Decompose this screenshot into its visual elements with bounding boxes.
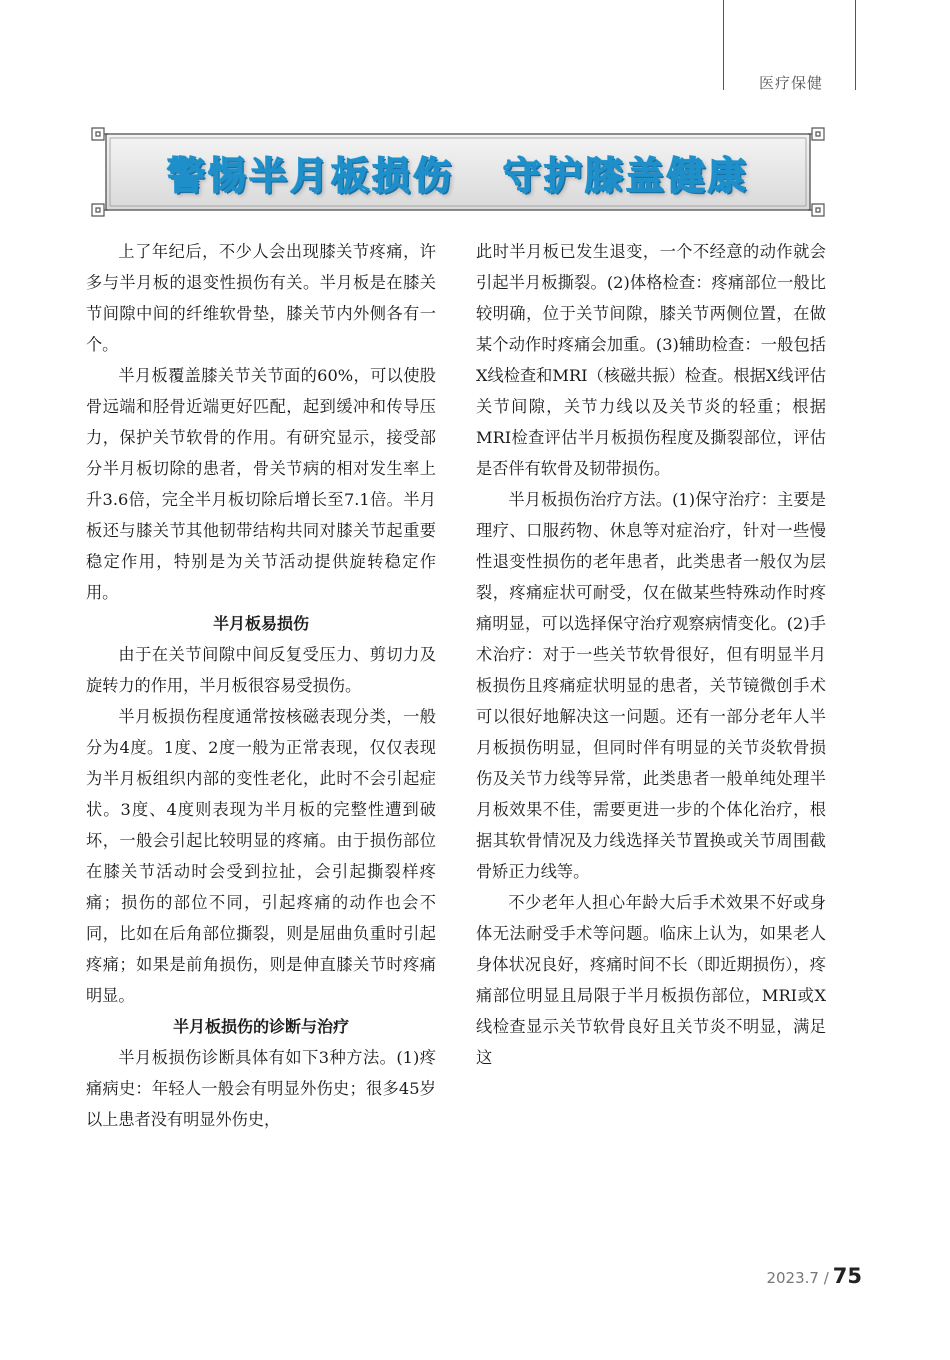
- page-footer: [766, 1264, 862, 1288]
- paragraph: 不少老年人担心年龄大后手术效果不好或身体无法耐受手术等问题。临床上认为，如果老人身体状况良好，疼痛时间不长（即近期损伤），疼痛部位明显且局限于半月板损伤部位，MRI或X线检查显示关节软骨良好且关节炎不明显，满足这: [476, 893, 826, 1067]
- section-label: 医疗保健: [758, 74, 823, 92]
- right-column: [476, 236, 826, 1073]
- section-heading: 半月板损伤的诊断与治疗: [172, 1017, 349, 1036]
- header-rule-left: [723, 0, 724, 90]
- paragraph: 上了年纪后，不少人会出现膝关节疼痛，许多与半月板的退变性损伤有关。半月板是在膝关节间隙中间的纤维软骨垫，膝关节内外侧各有一个。: [86, 242, 436, 354]
- paragraph: 半月板损伤程度通常按核磁表现分类，一般分为4度。1度、2度一般为正常表现，仅仅表现为半月板组织内部的变性老化，此时不会引起症状。3度、4度则表现为半月板的完整性遭到破坏，一般会引起比较明显的疼痛。由于损伤部位在膝关节活动时会受到拉扯，会引起撕裂样疼痛；损伤的部位不同，引起疼痛的动作也会不同，比如在后角部位撕裂，则是屈曲负重时引起疼痛；如果是前角损伤，则是伸直膝关节时疼痛明显。: [86, 707, 436, 1005]
- paragraph: 半月板损伤诊断具体有如下3种方法。(1)疼痛病史：年轻人一般会有明显外伤史；很多45岁以上患者没有明显外伤史，: [86, 1048, 436, 1129]
- section-heading: 半月板易损伤: [212, 614, 309, 633]
- article-title: 警惕半月板损伤 守护膝盖健康: [167, 153, 749, 198]
- title-banner: [88, 124, 828, 220]
- left-column: [86, 236, 436, 1135]
- paragraph: 半月板损伤治疗方法。(1)保守治疗：主要是理疗、口服药物、休息等对症治疗，针对一些慢性退变性损伤的老年患者，此类患者一般仅为层裂，疼痛症状可耐受，仅在做某些特殊动作时疼痛明显，可以选择保守治疗观察病情变化。(2)手术治疗：对于一些关节软骨很好，但有明显半月板损伤且疼痛症状明显的患者，关节镜微创手术可以很好地解决这一问题。还有一部分老年人半月板损伤明显，但同时伴有明显的关节炎软骨损伤及关节力线等异常，此类患者一般单纯处理半月板效果不佳，需要更进一步的个体化治疗，根据其软骨情况及力线选择关节置换或关节周围截骨矫正力线等。: [476, 490, 826, 881]
- paragraph: 由于在关节间隙中间反复受压力、剪切力及旋转力的作用，半月板很容易受损伤。: [86, 645, 436, 695]
- paragraph: 此时半月板已发生退变，一个不经意的动作就会引起半月板撕裂。(2)体格检查：疼痛部位一般比较明确，位于关节间隙，膝关节两侧位置，在做某个动作时疼痛会加重。(3)辅助检查：一般包括X线检查和MRI（核磁共振）检查。根据X线评估关节间隙，关节力线以及关节炎的轻重；根据MRI检查评估半月板损伤程度及撕裂部位，评估是否伴有软骨及韧带损伤。: [476, 242, 826, 478]
- page-number: 75: [832, 1264, 862, 1288]
- header-rule-right: [855, 0, 856, 90]
- paragraph: 半月板覆盖膝关节关节面的60%，可以使股骨远端和胫骨近端更好匹配，起到缓冲和传导压力，保护关节软骨的作用。有研究显示，接受部分半月板切除的患者，骨关节病的相对发生率上升3.6倍，完全半月板切除后增长至7.1倍。半月板还与膝关节其他韧带结构共同对膝关节起重要稳定作用，特别是为关节活动提供旋转稳定作用。: [86, 366, 436, 602]
- issue-date: 2023.7 /: [766, 1269, 829, 1287]
